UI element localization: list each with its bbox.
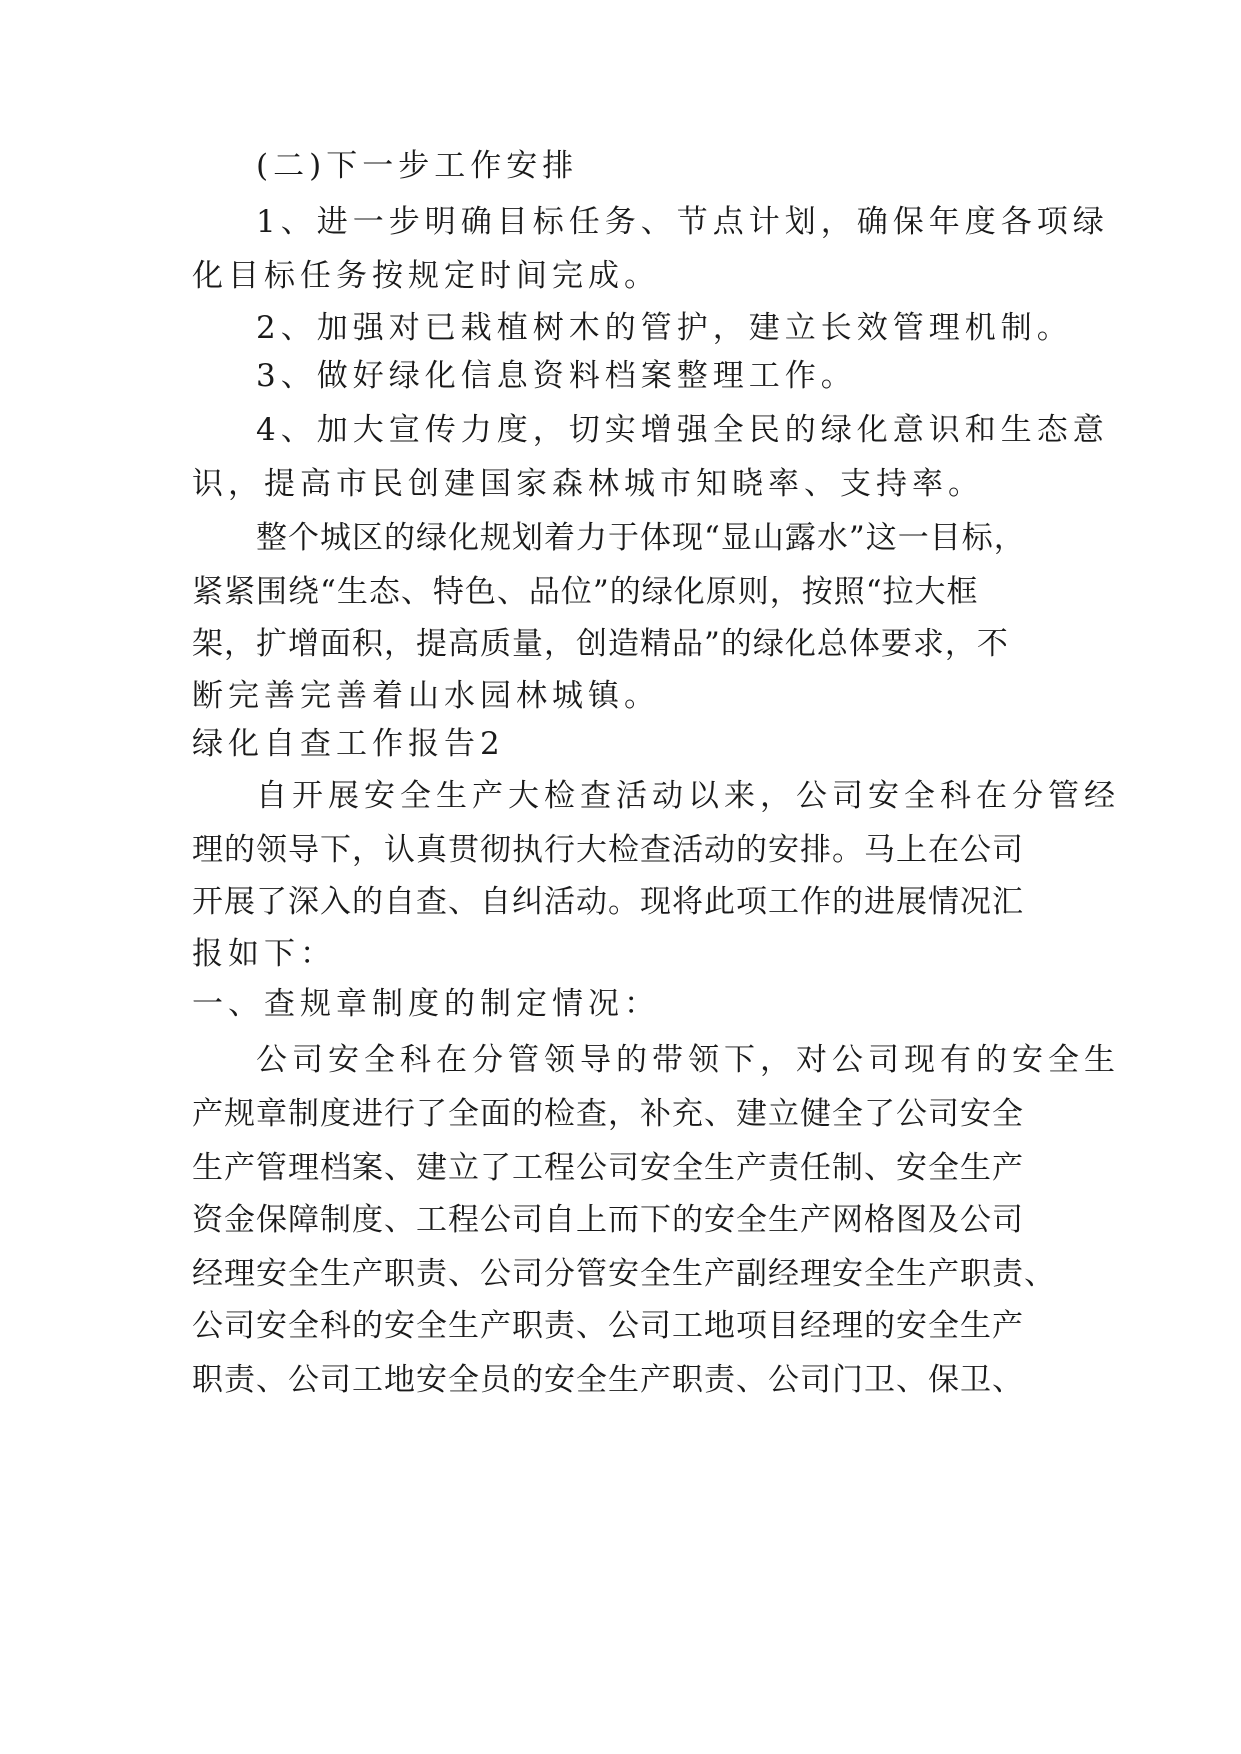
paragraph-line: 紧紧围绕“生态、特色、品位”的绿化原则，按照“拉大框	[192, 574, 979, 610]
paragraph-line: 整个城区的绿化规划着力于体现“显山露水”这一目标，	[256, 520, 1026, 556]
paragraph-line: 生产管理档案、建立了工程公司安全生产责任制、安全生产	[192, 1150, 1024, 1186]
paragraph-line: 经理安全生产职责、公司分管安全生产副经理安全生产职责、	[192, 1256, 1056, 1292]
paragraph-line: 识，提高市民创建国家森林城市知晓率、支持率。	[192, 466, 984, 502]
paragraph-line: 公司安全科的安全生产职责、公司工地项目经理的安全生产	[192, 1308, 1024, 1344]
paragraph-line: 报如下：	[192, 936, 336, 972]
paragraph-line: 化目标任务按规定时间完成。	[192, 258, 660, 294]
subsection-heading: (二)下一步工作安排	[256, 148, 579, 184]
paragraph-line: 理的领导下，认真贯彻执行大检查活动的安排。马上在公司	[192, 832, 1024, 868]
subsection-heading: 一、查规章制度的制定情况：	[192, 986, 660, 1022]
paragraph-line: 自开展安全生产大检查活动以来，公司安全科在分管经	[256, 778, 1120, 814]
paragraph-line: 公司安全科在分管领导的带领下，对公司现有的安全生	[256, 1042, 1120, 1078]
section-title: 绿化自查工作报告2	[192, 726, 505, 762]
paragraph-line: 3、做好绿化信息资料档案整理工作。	[256, 358, 857, 394]
paragraph-line: 职责、公司工地安全员的安全生产职责、公司门卫、保卫、	[192, 1362, 1024, 1398]
paragraph-line: 产规章制度进行了全面的检查，补充、建立健全了公司安全	[192, 1096, 1024, 1132]
paragraph-line: 资金保障制度、工程公司自上而下的安全生产网格图及公司	[192, 1202, 1024, 1238]
paragraph-line: 1、进一步明确目标任务、节点计划，确保年度各项绿	[256, 204, 1109, 240]
paragraph-line: 2、加强对已栽植树木的管护，建立长效管理机制。	[256, 310, 1073, 346]
paragraph-line: 4、加大宣传力度，切实增强全民的绿化意识和生态意	[256, 412, 1109, 448]
paragraph-line: 架，扩增面积，提高质量，创造精品”的绿化总体要求，不	[192, 626, 1009, 662]
paragraph-line: 开展了深入的自查、自纠活动。现将此项工作的进展情况汇	[192, 884, 1024, 920]
paragraph-line: 断完善完善着山水园林城镇。	[192, 678, 660, 714]
